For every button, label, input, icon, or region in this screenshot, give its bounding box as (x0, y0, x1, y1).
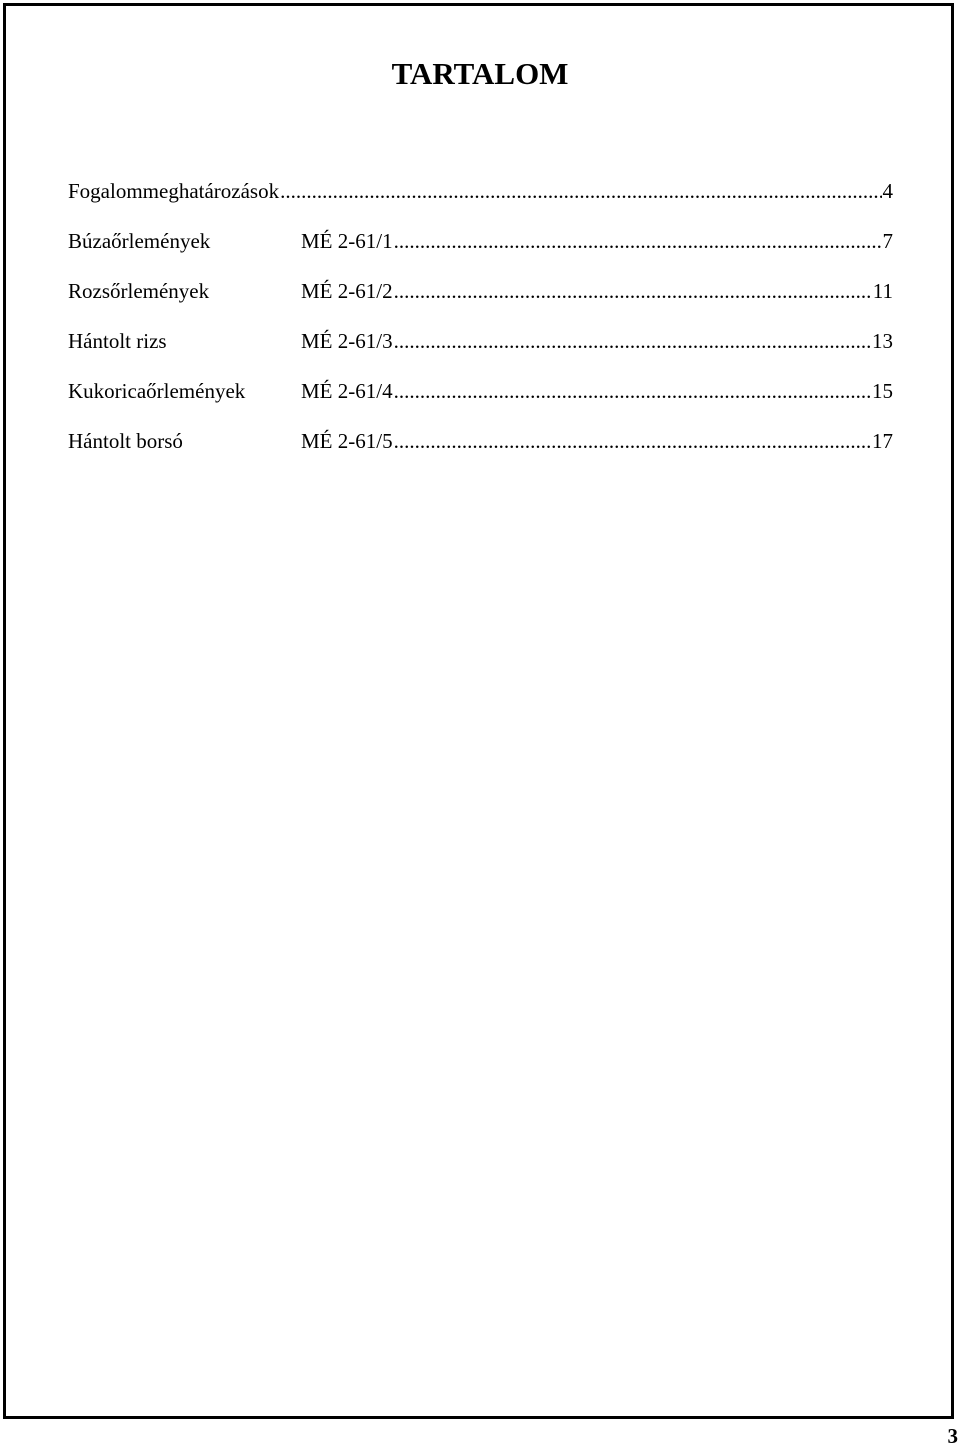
toc-entry-label: Fogalommeghatározások (68, 179, 280, 203)
toc-entry[interactable] (68, 176, 893, 206)
toc-entry-ref: MÉ 2-61/2 (301, 279, 393, 303)
page-title: TARTALOM (391, 56, 569, 91)
toc-leader-line (301, 326, 893, 356)
toc-leader-line (68, 176, 893, 206)
toc-dot-leader (394, 376, 871, 406)
toc-entry[interactable] (68, 276, 893, 306)
toc-entry-ref: MÉ 2-61/1 (301, 229, 393, 253)
toc-entry[interactable] (68, 326, 893, 356)
toc-entry-ref: MÉ 2-61/5 (301, 429, 393, 453)
toc-leader-line (301, 276, 893, 306)
toc-entry-label: Hántolt borsó (68, 426, 183, 456)
toc-leader-line (301, 426, 893, 456)
toc-entry-page: 13 (872, 329, 893, 353)
toc-entry-label: Kukoricaőrlemények (68, 376, 245, 406)
toc-dot-leader (394, 226, 882, 256)
toc-entry-ref: MÉ 2-61/4 (301, 379, 393, 403)
toc-entry-label: Rozsőrlemények (68, 276, 209, 306)
toc-entry[interactable] (68, 426, 893, 456)
page-number: 3 (947, 1424, 958, 1448)
toc-entry-page: 17 (872, 429, 893, 453)
toc-entry-page: 7 (882, 229, 893, 253)
page-border (3, 3, 954, 1419)
toc-entry-label: Búzaőrlemények (68, 226, 210, 256)
toc-dot-leader (280, 176, 881, 206)
toc-dot-leader (394, 276, 872, 306)
toc-dot-leader (394, 426, 871, 456)
toc-entry-page: 11 (872, 279, 893, 303)
toc-leader-line (301, 226, 893, 256)
toc-entry-ref: MÉ 2-61/3 (301, 329, 393, 353)
toc-entry-page: 15 (872, 379, 893, 403)
toc-dot-leader (394, 326, 871, 356)
toc-leader-line (301, 376, 893, 406)
toc-entry[interactable] (68, 376, 893, 406)
toc-entry[interactable] (68, 226, 893, 256)
toc-entry-label: Hántolt rizs (68, 326, 167, 356)
toc-entry-page: 4 (882, 179, 893, 203)
